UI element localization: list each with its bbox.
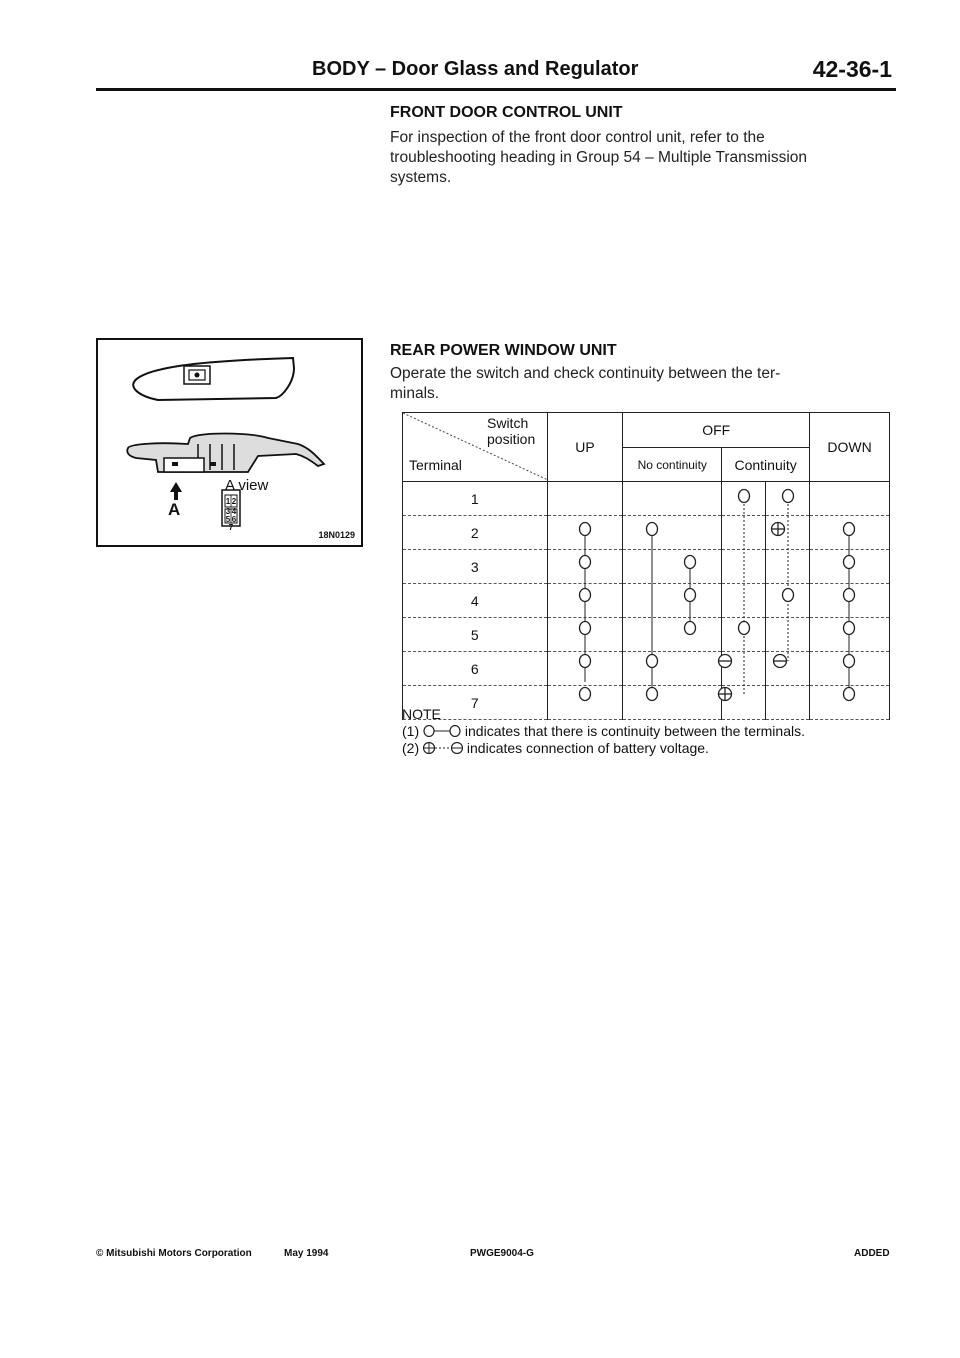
down-t4-circle bbox=[844, 589, 855, 602]
connector-pin-6: 6 bbox=[231, 515, 237, 524]
up-t4-circle bbox=[580, 589, 591, 602]
terminal-cell: 5 bbox=[403, 618, 548, 652]
nc-t2-circle bbox=[647, 523, 658, 536]
down-t6-circle bbox=[844, 655, 855, 668]
door-switch-illustration bbox=[98, 340, 361, 545]
front-door-title: FRONT DOOR CONTROL UNIT bbox=[390, 104, 623, 121]
down-t7-circle bbox=[844, 688, 855, 701]
connector-pin-4: 4 bbox=[231, 507, 237, 516]
connector-pin-3: 3 bbox=[225, 507, 231, 516]
note-line2-prefix: (2) bbox=[402, 740, 420, 756]
terminal-cell: 7 bbox=[403, 686, 548, 720]
col-off: OFF bbox=[623, 413, 810, 448]
front-line-3: systems. bbox=[390, 169, 452, 186]
terminal-cell: 3 bbox=[403, 550, 548, 584]
note-line-2 bbox=[402, 740, 709, 757]
c2-t1-circle bbox=[783, 490, 794, 503]
nc-t7-circle bbox=[647, 688, 658, 701]
footer-code: PWGE9004-G bbox=[470, 1248, 534, 1259]
rear-window-title: REAR POWER WINDOW UNIT bbox=[390, 342, 617, 359]
connector-pin-1: 1 bbox=[225, 497, 231, 506]
nc-t6-circle bbox=[647, 655, 658, 668]
front-door-text bbox=[390, 128, 900, 188]
c1-t5-circle bbox=[739, 622, 750, 635]
nc-t4-circle bbox=[685, 589, 696, 602]
note-line-1 bbox=[402, 723, 805, 740]
note-title: NOTE bbox=[402, 706, 441, 722]
up-t5-circle bbox=[580, 622, 591, 635]
battery-symbol-icon bbox=[423, 742, 463, 754]
header-rule bbox=[96, 88, 896, 91]
corner-terminal: Terminal bbox=[409, 457, 462, 473]
connector-pin-7: 7 bbox=[228, 523, 234, 532]
col-off-continuity: Continuity bbox=[722, 448, 810, 482]
connector-pin-2: 2 bbox=[231, 497, 237, 506]
footer-date: May 1994 bbox=[284, 1248, 329, 1259]
rear-line-2: minals. bbox=[390, 385, 440, 402]
up-t2-circle bbox=[580, 523, 591, 536]
continuity-symbol-icon bbox=[423, 725, 461, 737]
up-t3-circle bbox=[580, 556, 591, 569]
note-line2-text: indicates connection of battery voltage. bbox=[466, 740, 709, 756]
terminal-cell: 1 bbox=[403, 482, 548, 516]
corner-position: position bbox=[487, 431, 536, 447]
note-line1-prefix: (1) bbox=[402, 723, 420, 739]
front-line-1: For inspection of the front door control unit, refer to the bbox=[390, 129, 765, 146]
figure-door-switch bbox=[96, 338, 363, 547]
col-off-no-continuity: No continuity bbox=[623, 448, 722, 482]
up-t6-circle bbox=[580, 655, 591, 668]
a-label: A bbox=[168, 500, 181, 519]
c2-t4-circle bbox=[783, 589, 794, 602]
nc-t5-circle bbox=[685, 622, 696, 635]
connector-pin-5: 5 bbox=[225, 515, 231, 524]
rear-window-text bbox=[390, 364, 900, 404]
footer-copyright: © Mitsubishi Motors Corporation bbox=[96, 1248, 252, 1259]
down-t3-circle bbox=[844, 556, 855, 569]
page-number: 42-36-1 bbox=[812, 56, 892, 82]
col-up: UP bbox=[547, 413, 623, 482]
front-line-2: troubleshooting heading in Group 54 – Multiple Transmission bbox=[390, 149, 808, 166]
down-t2-circle bbox=[844, 523, 855, 536]
continuity-symbols bbox=[402, 412, 890, 712]
note-line1-text: indicates that there is continuity between the terminals. bbox=[464, 723, 805, 739]
rear-line-1: Operate the switch and check continuity between the ter- bbox=[390, 365, 781, 382]
terminal-cell: 4 bbox=[403, 584, 548, 618]
corner-switch: Switch bbox=[487, 415, 529, 431]
figure-code: 18N0129 bbox=[318, 530, 355, 540]
terminal-cell: 2 bbox=[403, 516, 548, 550]
up-t7-circle bbox=[580, 688, 591, 701]
footer-status: ADDED bbox=[854, 1248, 890, 1259]
down-t5-circle bbox=[844, 622, 855, 635]
nc-t3-circle bbox=[685, 556, 696, 569]
a-view-label: A view bbox=[225, 477, 269, 494]
col-down: DOWN bbox=[810, 413, 890, 482]
c1-t1-circle bbox=[739, 490, 750, 503]
header-title: BODY – Door Glass and Regulator bbox=[312, 58, 639, 80]
terminal-cell: 6 bbox=[403, 652, 548, 686]
